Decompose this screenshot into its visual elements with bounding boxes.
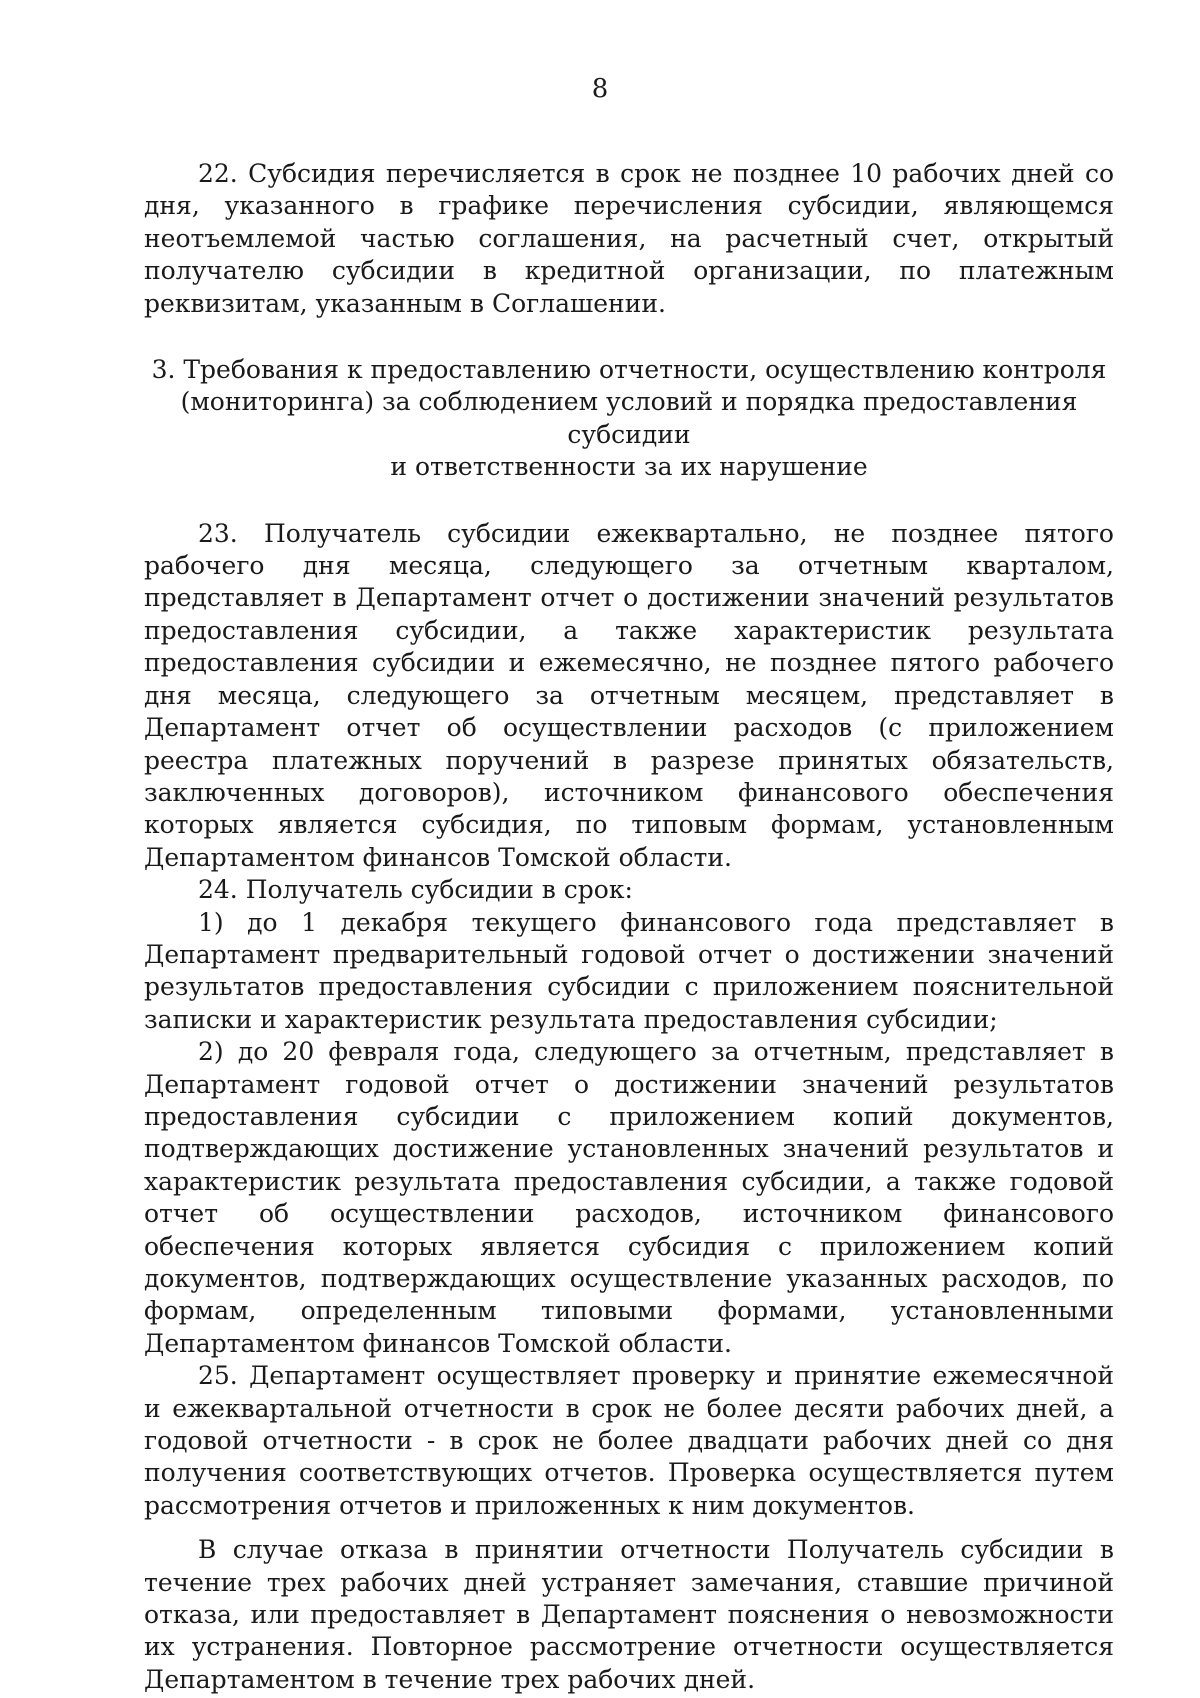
section-heading	[144, 354, 1114, 484]
paragraph-23: 23. Получатель субсидии ежеквартально, не позднее пятого рабочего дня месяца, следующего за отчетным кварталом, представляет в Департамент отчет о достижении значений результатов предоставления субсидии, а также характеристик результата предоставления субсидии и ежемесячно, не позднее пятого рабочего дня месяца, следующего за отчетным месяцем, представляет в Департамент отчет об осуществлении расходов (с приложением реестра платежных поручений в разрезе принятых обязательств, заключенных договоров), источником финансового обеспечения которых является субсидия, по типовым формам, установленным Департаментом финансов Томской области.	[144, 518, 1114, 872]
paragraph-22: 22. Субсидия перечисляется в срок не позднее 10 рабочих дней со дня, указанного в графике перечисления субсидии, являющемся неотъемлемой частью соглашения, на расчетный счет, открытый получателю субсидии в кредитной организации, по платежным реквизитам, указанным в Соглашении.	[144, 159, 1114, 318]
section-heading-line: и ответственности за их нарушение	[390, 452, 868, 482]
paragraph-24: 24. Получатель субсидии в срок:	[198, 875, 633, 905]
list-item-2: 2) до 20 февраля года, следующего за отчетным, представляет в Департамент годовой отчет о достижении значений результатов предоставления субсидии с приложением копий документов, подтверждающих достижение установленных значений результатов и характеристик результата предоставления субсидии, а также годовой отчет об осуществлении расходов, источником финансового обеспечения которых является субсидия с приложением копий документов, подтверждающих осуществление указанных расходов, по формам, определенным типовыми формами, установленными Департаментом финансов Томской области.	[144, 1037, 1114, 1358]
section-heading-line: (мониторинга) за соблюдением условий и порядка предоставления субсидии	[180, 387, 1078, 449]
list-item-1: 1) до 1 декабря текущего финансового года представляет в Департамент предварительный годовой отчет о достижении значений результатов предоставления субсидии с приложением пояснительной записки и характеристик результата предоставления субсидии;	[144, 907, 1114, 1034]
section-heading-line: 3. Требования к предоставлению отчетности, осуществлению контроля	[151, 355, 1107, 385]
paragraph-refusal: В случае отказа в принятии отчетности Получатель субсидии в течение трех рабочих дней устраняет замечания, ставшие причиной отказа, или предоставляет в Департамент пояснения о невозможности их устранения. Повторное рассмотрение отчетности осуществляется Департаментом в течение трех рабочих дней.	[144, 1535, 1114, 1694]
document-body	[144, 158, 1114, 1696]
paragraph-25: 25. Департамент осуществляет проверку и принятие ежемесячной и ежеквартальной отчетности в срок не более десяти рабочих дней, а годовой отчетности - в срок не более двадцати рабочих дней со дня получения соответствующих отчетов. Проверка осуществляется путем рассмотрения отчетов и приложенных к ним документов.	[144, 1361, 1114, 1520]
page-number: 8	[591, 74, 609, 104]
